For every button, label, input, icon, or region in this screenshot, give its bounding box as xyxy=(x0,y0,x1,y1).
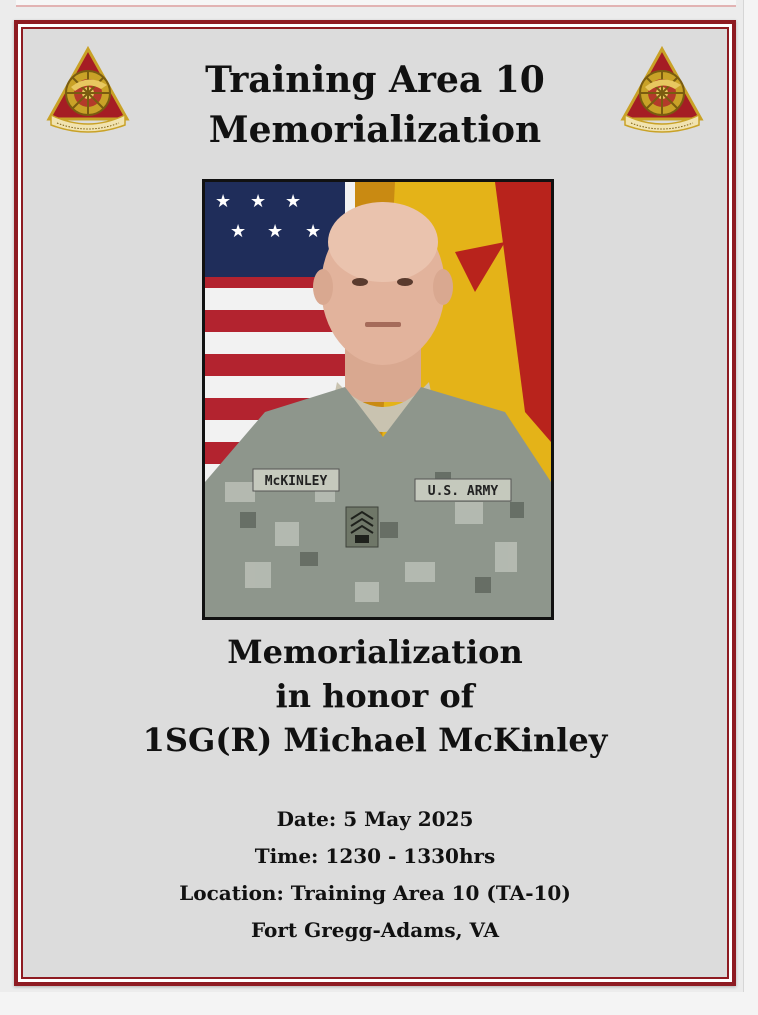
crest-right-graphic xyxy=(617,43,707,133)
previous-page-edge xyxy=(16,0,736,7)
svg-text:★: ★ xyxy=(285,191,302,212)
title-line-1: Training Area 10 xyxy=(205,59,545,101)
svg-text:★: ★ xyxy=(250,191,267,212)
transportation-corps-crest-icon xyxy=(617,43,707,133)
flyer-inner-border xyxy=(21,27,729,979)
honor-line-1: Memorialization xyxy=(227,633,523,671)
branch-tape: U.S. ARMY xyxy=(427,484,499,499)
scrollbar-track[interactable] xyxy=(743,0,758,1015)
svg-text:★: ★ xyxy=(215,191,232,212)
event-place: Fort Gregg-Adams, VA xyxy=(250,918,500,942)
honoree-name: 1SG(R) Michael McKinley xyxy=(142,721,608,759)
title-line-2: Memorialization xyxy=(208,109,542,151)
portrait-illustration xyxy=(205,182,551,617)
event-location: Location: Training Area 10 (TA-10) xyxy=(179,881,571,905)
next-page-gap xyxy=(0,992,744,1015)
event-time: Time: 1230 - 1330hrs xyxy=(254,844,496,868)
svg-text:★: ★ xyxy=(305,221,322,242)
name-tape: McKINLEY xyxy=(264,474,328,489)
honor-block xyxy=(23,630,727,762)
event-date: Date: 5 May 2025 xyxy=(276,807,474,831)
portrait-photo xyxy=(202,179,554,620)
honor-line-2: in honor of xyxy=(275,677,475,715)
event-details xyxy=(23,801,727,949)
svg-text:★: ★ xyxy=(267,221,284,242)
svg-text:★: ★ xyxy=(230,221,247,242)
memorial-flyer xyxy=(14,20,736,986)
